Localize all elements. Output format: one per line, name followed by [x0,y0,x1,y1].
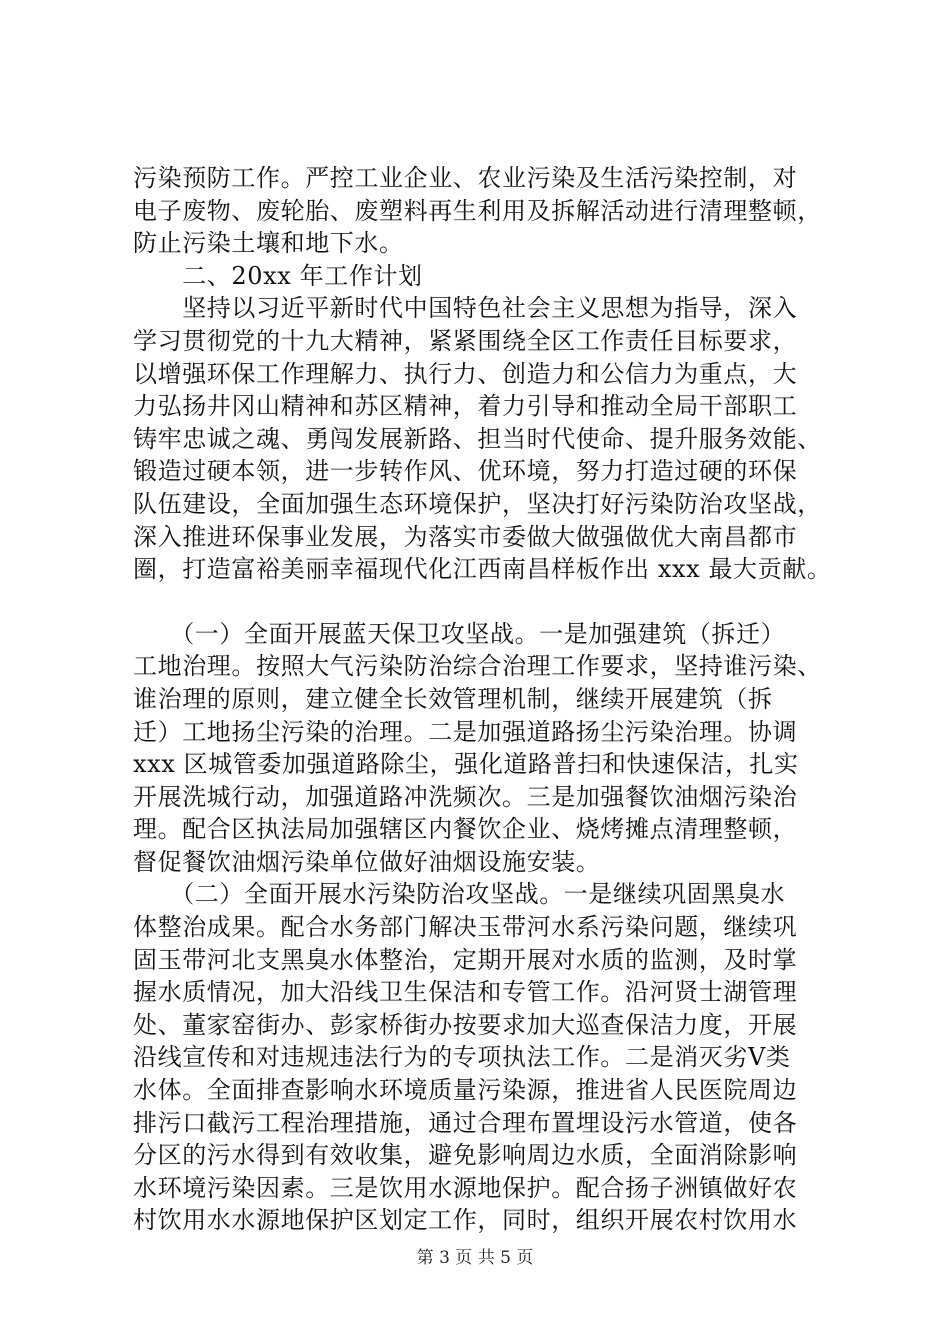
text-line: 电子废物、废轮胎、废塑料再生利用及拆解活动进行清理整顿， [133,196,822,225]
paragraph-gap [133,586,833,618]
text-line: 力弘扬井冈山精神和苏区精神，着力引导和推动全局干部职工 [133,392,798,421]
section-heading: 二、20xx 年工作计划 [133,261,423,290]
text-line: 处、董家窑街办、彭家桥街办按要求加大巡查保洁力度，开展 [133,1010,798,1039]
text-line: 污染预防工作。严控工业企业、农业污染及生活污染控制，对 [133,164,798,192]
text-line: xxx 区城管委加强道路除尘，强化道路普扫和快速保洁，扎实 [133,750,799,779]
text-line: 圈，打造富裕美丽幸福现代化江西南昌样板作出 xxx 最大贡献。 [133,555,832,584]
text-line: 深入推进环保事业发展，为落实市委做大做强做优大南昌都市 [133,522,798,551]
text-line: 学习贯彻党的十九大精神，紧紧围绕全区工作责任目标要求， [133,326,798,355]
text-line: 铸牢忠诚之魂、勇闯发展新路、担当时代使命、提升服务效能、 [133,424,822,453]
text-line: （一）全面开展蓝天保卫攻坚战。一是加强建筑（拆迁） [133,619,786,648]
text-line: 水环境污染因素。三是饮用水源地保护。配合扬子洲镇做好农 [133,1173,798,1202]
page-number-footer: 第 3 页 共 5 页 [416,1248,534,1268]
text-line: 谁治理的原则，建立健全长效管理机制，继续开展建筑（拆 [133,684,773,713]
text-line: 体整治成果。配合水务部门解决玉带河水系污染问题，继续巩 [133,913,798,942]
text-line: 工地治理。按照大气污染防治综合治理工作要求，坚持谁污染、 [133,652,822,681]
text-line: 锻造过硬本领，进一步转作风、优环境，努力打造过硬的环保 [133,457,798,486]
document-body [133,162,833,1237]
text-line: 排污口截污工程治理措施，通过合理布置埋设污水管道，使各 [133,1108,798,1137]
text-line: 以增强环保工作理解力、执行力、创造力和公信力为重点，大 [133,359,798,388]
text-block-1 [133,162,833,586]
text-line: 分区的污水得到有效收集，避免影响周边水质，全面消除影响 [133,1141,798,1170]
text-line: 队伍建设，全面加强生态环境保护，坚决打好污染防治攻坚战， [133,489,822,518]
text-line: 理。配合区执法局加强辖区内餐饮企业、烧烤摊点清理整顿， [133,815,798,844]
text-line: 防止污染土壤和地下水。 [133,229,404,258]
text-line: （二）全面开展水污染防治攻坚战。一是继续巩固黑臭水 [133,880,786,909]
text-line: 水体。全面排查影响水环境质量污染源，推进省人民医院周边 [133,1076,798,1105]
text-line: 沿线宣传和对违规违法行为的专项执法工作。二是消灭劣Ⅴ类 [133,1043,791,1072]
text-line: 坚持以习近平新时代中国特色社会主义思想为指导，深入 [133,294,798,323]
text-line: 督促餐饮油烟污染单位做好油烟设施安装。 [133,847,601,876]
text-block-2 [133,618,833,1237]
text-line: 开展洗城行动，加强道路冲洗频次。三是加强餐饮油烟污染治 [133,782,798,811]
text-line: 握水质情况，加大沿线卫生保洁和专管工作。沿河贤士湖管理 [133,978,798,1007]
text-line: 固玉带河北支黑臭水体整治，定期开展对水质的监测，及时掌 [133,945,798,974]
text-line: 村饮用水水源地保护区划定工作，同时，组织开展农村饮用水 [133,1206,798,1235]
text-line: 迁）工地扬尘污染的治理。二是加强道路扬尘污染治理。协调 [133,717,798,746]
